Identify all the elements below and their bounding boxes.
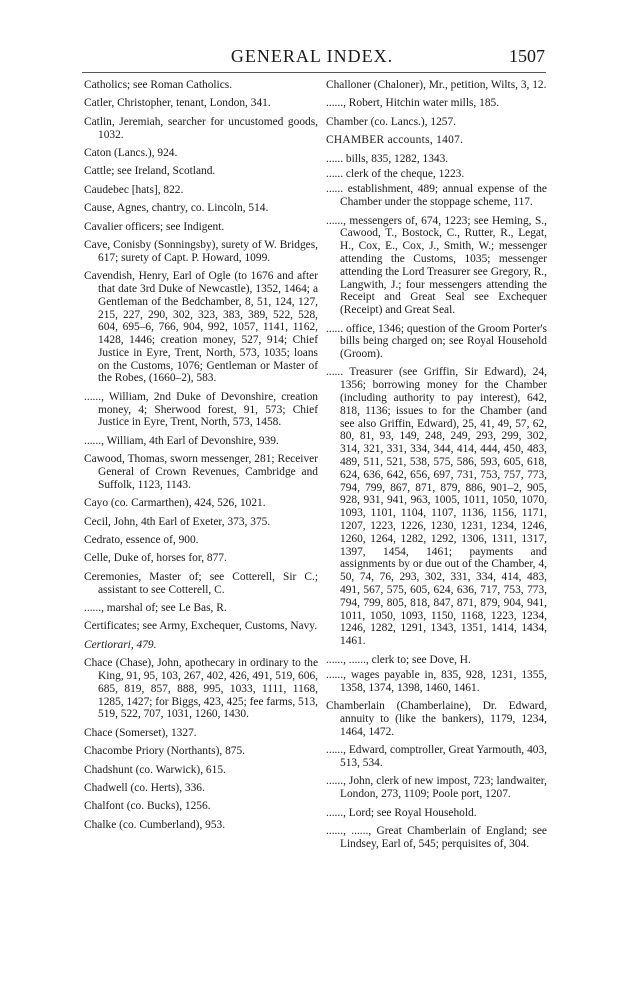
index-entry: Chalfont (co. Bucks), 1256. <box>84 800 211 813</box>
index-entry: Caudebec [hats], 822. <box>84 183 184 196</box>
index-entry: ......, wages payable in, 835, 928, 1231, 1355, 1358, 1374, 1398, 1460, 1461. <box>326 669 547 694</box>
index-entry: Cedrato, essence of, 900. <box>84 534 199 547</box>
index-entry: ......, ......, Great Chamberlain of England; see Lindsey, Earl of, 545; perquisites of, 304. <box>326 824 547 850</box>
index-entry: ......, John, clerk of new impost, 723; landwaiter, London, 273, 1109; Poole port, 1207. <box>326 775 547 801</box>
index-entry: Catler, Christopher, tenant, London, 341. <box>84 97 271 110</box>
index-entry: Certiorari, 479. <box>84 638 157 651</box>
index-entry: ......, Robert, Hitchin water mills, 185. <box>326 97 500 110</box>
index-entry: Cecil, John, 4th Earl of Exeter, 373, 375. <box>84 515 271 528</box>
index-entry: ...... office, 1346; question of the Groom Porter's bills being charged on; see Royal Household (Groom). <box>326 322 547 361</box>
index-entry: Cawood, Thomas, sworn messenger, 281; Receiver General of Crown Revenues, Cambridge and Suffolk, 1123, 1143. <box>84 453 318 491</box>
index-entry: Cavalier officers; see Indigent. <box>84 220 225 233</box>
index-entry: ......, Edward, comptroller, Great Yarmouth, 403, 513, 534. <box>326 744 547 769</box>
index-entry: Certificates; see Army, Exchequer, Customs, Navy. <box>84 620 318 633</box>
index-entry: Chalke (co. Cumberland), 953. <box>84 818 226 831</box>
index-entry: Caton (Lancs.), 924. <box>84 146 178 159</box>
index-entry: ......, Lord; see Royal Household. <box>326 806 477 819</box>
index-entry: ...... establishment, 489; annual expense of the Chamber under the stoppage scheme, 117. <box>326 183 547 209</box>
index-entry: Cayo (co. Carmarthen), 424, 526, 1021. <box>84 497 266 510</box>
index-entry: Catholics; see Roman Catholics. <box>84 79 233 91</box>
index-entry: Cattle; see Ireland, Scotland. <box>84 165 216 178</box>
index-entry: Chace (Somerset), 1327. <box>84 726 197 739</box>
index-entry: ......, ......, clerk to; see Dove, H. <box>326 653 471 666</box>
left-column <box>84 79 318 837</box>
index-entry: Cause, Agnes, chantry, co. Lincoln, 514. <box>84 202 269 215</box>
page-number: 1507 <box>509 46 545 66</box>
index-entry: Chace (Chase), John, apothecary in ordinary to the King, 91, 95, 103, 267, 402, 426, 491, 519, 606, 685, 819, 857, 888, 995, 1033, 1111, 1168, 1285, 1427; for Biggs, 423, 425; fee farms, 513, 519, 522, 707, 1031, 1260, 1430. <box>84 657 318 721</box>
index-entry: ......, William, 4th Earl of Devonshire, 939. <box>84 434 279 447</box>
index-entry: Chamberlain (Chamberlaine), Dr. Edward, annuity to (like the bankers), 1179, 1234, 1464, 1472. <box>326 700 547 738</box>
index-entry: CHAMBER accounts, 1407. <box>326 134 464 147</box>
index-entry: Chamber (co. Lancs.), 1257. <box>326 115 457 128</box>
index-entry: ...... bills, 835, 1282, 1343. <box>326 152 449 165</box>
index-entry: Chadshunt (co. Warwick), 615. <box>84 763 226 776</box>
index-entry: Cavendish, Henry, Earl of Ogle (to 1676 and after that date 3rd Duke of Newcastle), 1352, 1464; a Gentleman of the Bedchamber, 8, 51, 124, 127, 215, 227, 290, 302, 323, 383, 389, 522, 528, 604, 695–6, 766, 904, 992, 1057, 1141, 1162, 1428, 1446; creation money, 527, 914; Chief Justice in Eyre, Trent, North, 573, 1035; loans on the Customs, 1076; Gentleman or Master of the Robes, (1660–2), 583. <box>84 270 318 385</box>
index-entry: Chacombe Priory (Northants), 875. <box>84 745 246 758</box>
index-entry: Ceremonies, Master of; see Cotterell, Sir C.; assistant to see Cotterell, C. <box>84 570 318 596</box>
index-entry: ......, marshal of; see Le Bas, R. <box>84 601 227 614</box>
index-entry: ......, William, 2nd Duke of Devonshire, creation money, 4; Sherwood forest, 91, 573; Chief Justice in Eyre, Trent, North, 573, 1458. <box>84 390 318 429</box>
index-entry: Chadwell (co. Herts), 336. <box>84 781 205 794</box>
index-entry: Cave, Conisby (Sonningsby), surety of W. Bridges, 617; surety of Capt. P. Howard, 1099. <box>84 238 318 264</box>
right-column <box>326 79 547 856</box>
index-entry: ......, messengers of, 674, 1223; see Heming, S., Cawood, T., Bostock, C., Rutter, R., Legat, H., Cox, E., Cox, J., Smith, W.; messenger attending the Customs, 1035; messenger attending the Lord Treasurer see Gregory, R., Langwith, J.; four messengers attending the Receipt and Great Seal see Exchequer (Receipt) and Great Seal. <box>326 214 547 317</box>
index-entry: Challoner (Chaloner), Mr., petition, Wilts, 3, 12. <box>326 79 547 91</box>
index-entry: ...... clerk of the cheque, 1223. <box>326 167 465 180</box>
header-rule <box>82 72 546 73</box>
index-entry: Celle, Duke of, horses for, 877. <box>84 552 227 565</box>
index-entry: ...... Treasurer (see Griffin, Sir Edward), 24, 1356; borrowing money for the Chamber (including authority to pay interest), 642, 818, 1136; issues to for the Chamber (and see also Griffin, Edward), 25, 41, 49, 57, 62, 80, 81, 93, 149, 248, 249, 293, 299, 302, 314, 321, 331, 334, 344, 414, 444, 450, 483, 489, 511, 521, 538, 575, 586, 593, 605, 618, 624, 636, 642, 656, 697, 731, 753, 757, 773, 794, 799, 867, 871, 879, 886, 901–2, 905, 928, 931, 941, 963, 1005, 1011, 1050, 1070, 1093, 1101, 1104, 1107, 1136, 1156, 1171, 1207, 1223, 1226, 1230, 1231, 1234, 1246, 1260, 1264, 1282, 1292, 1306, 1311, 1317, 1397, 1454, 1461; payments and assignments by or due out of the Chamber, 4, 50, 74, 76, 293, 302, 331, 334, 414, 483, 491, 567, 575, 605, 624, 636, 717, 753, 773, 794, 799, 805, 818, 847, 871, 879, 904, 941, 1011, 1050, 1093, 1150, 1168, 1223, 1234, 1246, 1282, 1291, 1343, 1351, 1414, 1434, 1461. <box>326 366 547 648</box>
running-title: GENERAL INDEX. <box>230 46 394 66</box>
index-entry: Catlin, Jeremiah, searcher for uncustomed goods, 1032. <box>84 115 318 141</box>
